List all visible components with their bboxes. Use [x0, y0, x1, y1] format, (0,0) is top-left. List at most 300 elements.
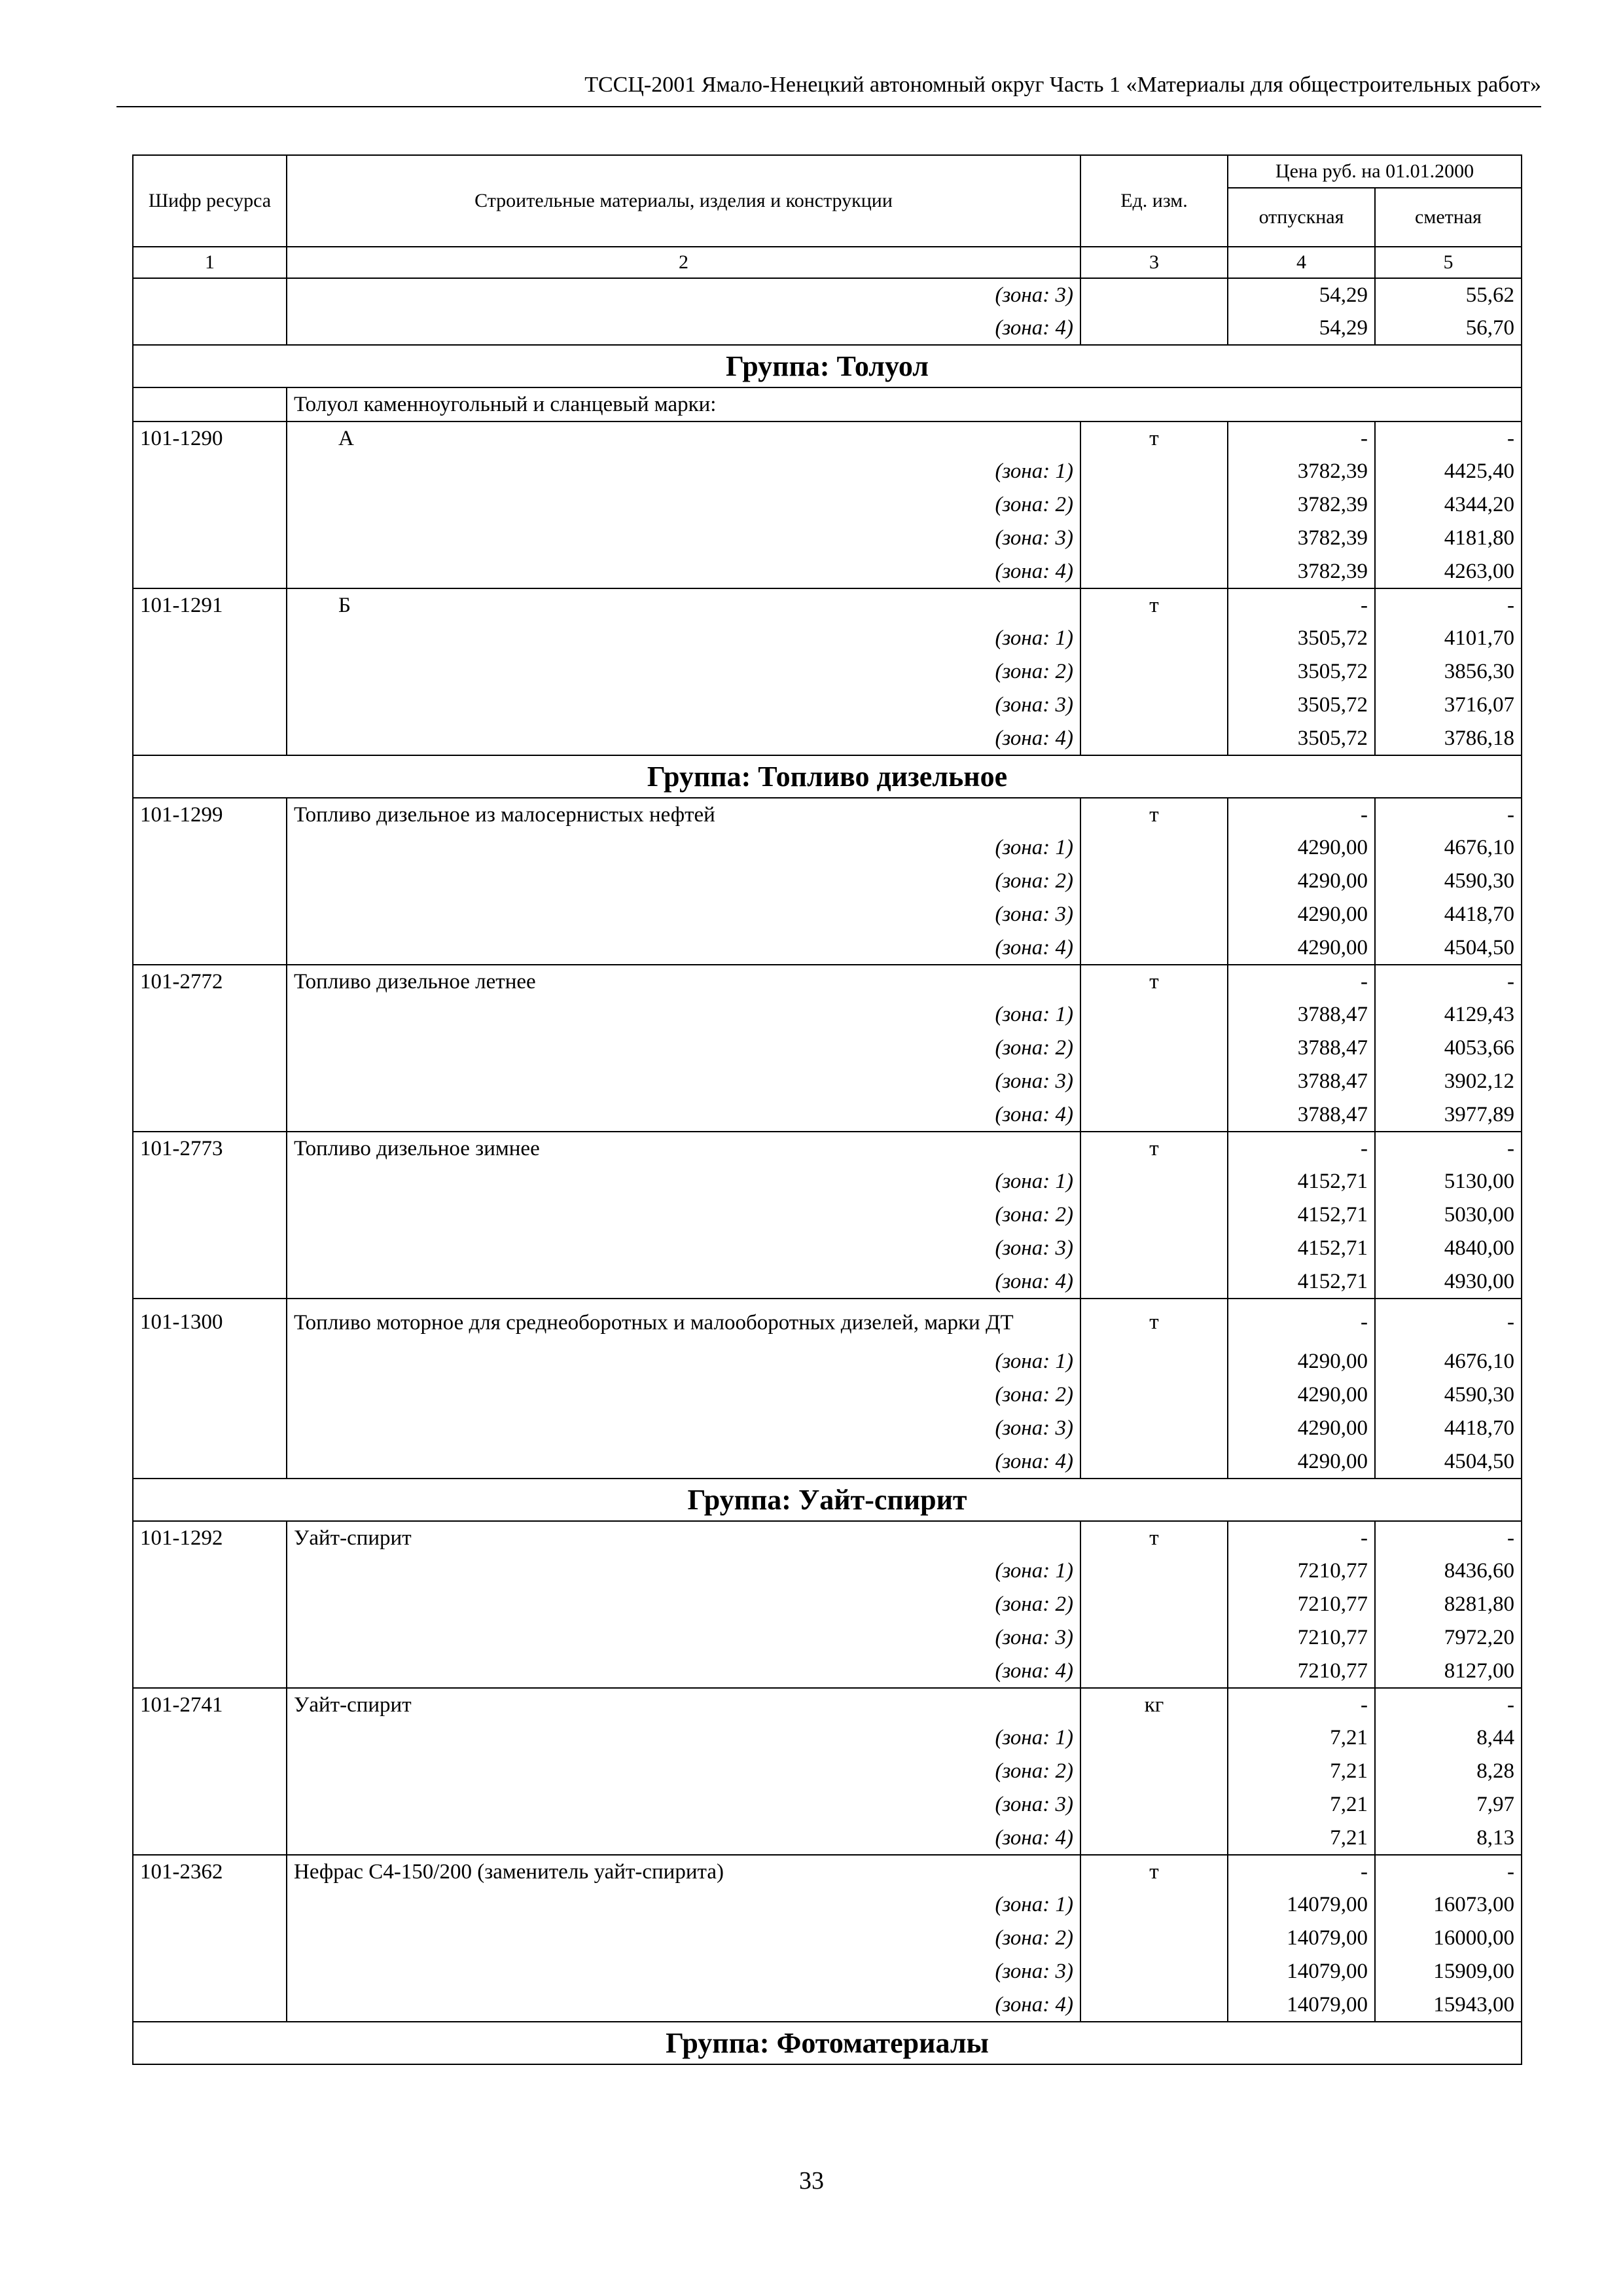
release-price: 54,29 [1228, 278, 1375, 312]
empty-cell [133, 1098, 287, 1132]
release-price: - [1228, 422, 1375, 455]
zone-row [133, 722, 1522, 755]
release-price: 7,21 [1228, 1821, 1375, 1855]
estimate-price: 4425,40 [1375, 455, 1522, 488]
zone-label: (зона: 2) [287, 865, 1080, 898]
release-price: 4290,00 [1228, 865, 1375, 898]
empty-cell [1080, 1165, 1228, 1198]
empty-cell [133, 1755, 287, 1788]
resource-code: 101-1300 [133, 1299, 287, 1345]
empty-cell [1080, 1755, 1228, 1788]
empty-cell [1080, 1888, 1228, 1922]
zone-row [133, 1098, 1522, 1132]
empty-cell [1080, 931, 1228, 965]
estimate-price: 7,97 [1375, 1788, 1522, 1821]
resource-name: А [287, 422, 1080, 455]
empty-cell [133, 1265, 287, 1299]
zone-row [133, 1955, 1522, 1988]
zone-label: (зона: 3) [287, 278, 1080, 312]
estimate-price: - [1375, 798, 1522, 831]
empty-cell [1080, 1065, 1228, 1098]
release-price: 7210,77 [1228, 1621, 1375, 1655]
unit: кг [1080, 1688, 1228, 1721]
estimate-price: 4129,43 [1375, 998, 1522, 1031]
resource-row [133, 1855, 1522, 1888]
group-note-row [133, 387, 1522, 422]
zone-row [133, 1412, 1522, 1445]
zone-label: (зона: 1) [287, 455, 1080, 488]
column-number: 2 [287, 247, 1080, 278]
estimate-price: 8281,80 [1375, 1588, 1522, 1621]
zone-row [133, 555, 1522, 588]
release-price: - [1228, 965, 1375, 998]
zone-label: (зона: 1) [287, 1888, 1080, 1922]
empty-cell [133, 1955, 287, 1988]
empty-cell [1080, 1721, 1228, 1755]
empty-cell [133, 1031, 287, 1065]
estimate-price: - [1375, 1521, 1522, 1554]
release-price: 3782,39 [1228, 488, 1375, 522]
zone-row [133, 1232, 1522, 1265]
zone-row [133, 898, 1522, 931]
empty-cell [133, 555, 287, 588]
release-price: 7,21 [1228, 1721, 1375, 1755]
release-price: - [1228, 1688, 1375, 1721]
release-price: 4152,71 [1228, 1232, 1375, 1265]
zone-row [133, 1031, 1522, 1065]
empty-cell [133, 387, 287, 422]
estimate-price: 3902,12 [1375, 1065, 1522, 1098]
group-row [133, 1479, 1522, 1521]
empty-cell [133, 1232, 287, 1265]
zone-row [133, 455, 1522, 488]
release-price: - [1228, 1521, 1375, 1554]
zone-row [133, 655, 1522, 689]
release-price: - [1228, 1855, 1375, 1888]
table-header [133, 155, 1522, 278]
empty-cell [133, 1445, 287, 1479]
empty-cell [1080, 488, 1228, 522]
zone-label: (зона: 4) [287, 1988, 1080, 2022]
resource-code: 101-2772 [133, 965, 287, 998]
empty-cell [1080, 865, 1228, 898]
release-price: 3782,39 [1228, 455, 1375, 488]
zone-row [133, 689, 1522, 722]
price-table [132, 154, 1522, 2065]
zone-label: (зона: 2) [287, 1378, 1080, 1412]
estimate-price: 5130,00 [1375, 1165, 1522, 1198]
zone-row [133, 1198, 1522, 1232]
estimate-price: - [1375, 422, 1522, 455]
zone-label: (зона: 3) [287, 522, 1080, 555]
group-row [133, 755, 1522, 798]
empty-cell [133, 522, 287, 555]
empty-cell [1080, 1588, 1228, 1621]
zone-row [133, 1378, 1522, 1412]
empty-cell [133, 931, 287, 965]
release-price: 4290,00 [1228, 1378, 1375, 1412]
resource-name: Топливо дизельное из малосернистых нефтей [287, 798, 1080, 831]
release-price: 3782,39 [1228, 522, 1375, 555]
release-price: 3788,47 [1228, 1098, 1375, 1132]
empty-cell [133, 898, 287, 931]
resource-row [133, 798, 1522, 831]
zone-row [133, 1821, 1522, 1855]
zone-row [133, 1922, 1522, 1955]
zone-label: (зона: 1) [287, 831, 1080, 865]
zone-label: (зона: 1) [287, 622, 1080, 655]
resource-code: 101-2362 [133, 1855, 287, 1888]
zone-row [133, 998, 1522, 1031]
empty-cell [1080, 1655, 1228, 1688]
estimate-price: 4418,70 [1375, 1412, 1522, 1445]
zone-label: (зона: 3) [287, 898, 1080, 931]
empty-cell [133, 1988, 287, 2022]
zone-label: (зона: 2) [287, 1755, 1080, 1788]
zone-label: (зона: 2) [287, 1922, 1080, 1955]
empty-cell [133, 455, 287, 488]
estimate-price: 4263,00 [1375, 555, 1522, 588]
estimate-price: 4590,30 [1375, 865, 1522, 898]
column-header-unit: Ед. изм. [1080, 155, 1228, 247]
zone-label: (зона: 4) [287, 555, 1080, 588]
resource-code: 101-1299 [133, 798, 287, 831]
unit: т [1080, 1521, 1228, 1554]
estimate-price: - [1375, 1132, 1522, 1165]
empty-cell [1080, 655, 1228, 689]
empty-cell [133, 1554, 287, 1588]
release-price: - [1228, 1299, 1375, 1345]
zone-label: (зона: 4) [287, 312, 1080, 345]
zone-label: (зона: 3) [287, 1955, 1080, 1988]
group-title: Группа: Уайт-спирит [133, 1479, 1522, 1521]
empty-cell [1080, 722, 1228, 755]
zone-row [133, 831, 1522, 865]
estimate-price: - [1375, 1855, 1522, 1888]
empty-cell [133, 1721, 287, 1755]
zone-row [133, 1621, 1522, 1655]
release-price: 4290,00 [1228, 831, 1375, 865]
zone-row [133, 1345, 1522, 1378]
empty-cell [133, 1588, 287, 1621]
estimate-price: - [1375, 1299, 1522, 1345]
zone-label: (зона: 1) [287, 998, 1080, 1031]
estimate-price: 3716,07 [1375, 689, 1522, 722]
release-price: - [1228, 588, 1375, 622]
zone-label: (зона: 2) [287, 488, 1080, 522]
column-number: 5 [1375, 247, 1522, 278]
zone-row [133, 1755, 1522, 1788]
resource-row [133, 1521, 1522, 1554]
zone-label: (зона: 4) [287, 1821, 1080, 1855]
zone-label: (зона: 1) [287, 1554, 1080, 1588]
release-price: 4152,71 [1228, 1265, 1375, 1299]
zone-row [133, 931, 1522, 965]
zone-label: (зона: 4) [287, 1445, 1080, 1479]
estimate-price: 4676,10 [1375, 831, 1522, 865]
empty-cell [133, 1621, 287, 1655]
release-price: 7,21 [1228, 1788, 1375, 1821]
zone-label: (зона: 3) [287, 1412, 1080, 1445]
zone-row [133, 522, 1522, 555]
release-price: 3788,47 [1228, 998, 1375, 1031]
estimate-price: 3977,89 [1375, 1098, 1522, 1132]
column-header-release-price: отпускная [1228, 188, 1375, 247]
zone-row [133, 1165, 1522, 1198]
zone-label: (зона: 3) [287, 689, 1080, 722]
release-price: 3505,72 [1228, 622, 1375, 655]
release-price: 4290,00 [1228, 898, 1375, 931]
empty-cell [133, 278, 287, 312]
release-price: 7,21 [1228, 1755, 1375, 1788]
resource-code: 101-1291 [133, 588, 287, 622]
empty-cell [1080, 1198, 1228, 1232]
empty-cell [133, 1065, 287, 1098]
empty-cell [1080, 1445, 1228, 1479]
zone-label: (зона: 1) [287, 1345, 1080, 1378]
estimate-price: 4504,50 [1375, 1445, 1522, 1479]
zone-row [133, 1588, 1522, 1621]
zone-label: (зона: 1) [287, 1721, 1080, 1755]
zone-label: (зона: 2) [287, 1031, 1080, 1065]
zone-row [133, 278, 1522, 312]
release-price: 3505,72 [1228, 689, 1375, 722]
empty-cell [133, 722, 287, 755]
zone-row [133, 1655, 1522, 1688]
empty-cell [1080, 278, 1228, 312]
unit: т [1080, 965, 1228, 998]
estimate-price: 3786,18 [1375, 722, 1522, 755]
release-price: 4290,00 [1228, 1345, 1375, 1378]
zone-label: (зона: 3) [287, 1621, 1080, 1655]
column-number: 1 [133, 247, 287, 278]
release-price: - [1228, 798, 1375, 831]
empty-cell [133, 1788, 287, 1821]
column-header-code: Шифр ресурса [133, 155, 287, 247]
release-price: 14079,00 [1228, 1922, 1375, 1955]
empty-cell [133, 312, 287, 345]
estimate-price: 16073,00 [1375, 1888, 1522, 1922]
estimate-price: 4504,50 [1375, 931, 1522, 965]
table-body [133, 278, 1522, 2064]
resource-name: Топливо моторное для среднеоборотных и малооборотных дизелей, марки ДТ [287, 1299, 1080, 1345]
estimate-price: 8436,60 [1375, 1554, 1522, 1588]
resource-row [133, 422, 1522, 455]
empty-cell [1080, 1232, 1228, 1265]
resource-row [133, 1299, 1522, 1345]
empty-cell [1080, 1988, 1228, 2022]
release-price: 7210,77 [1228, 1655, 1375, 1688]
resource-code: 101-2773 [133, 1132, 287, 1165]
column-header-name: Строительные материалы, изделия и конструкции [287, 155, 1080, 247]
estimate-price: - [1375, 1688, 1522, 1721]
release-price: 3782,39 [1228, 555, 1375, 588]
estimate-price: 15909,00 [1375, 1955, 1522, 1988]
group-title: Группа: Топливо дизельное [133, 755, 1522, 798]
empty-cell [133, 1345, 287, 1378]
zone-label: (зона: 4) [287, 722, 1080, 755]
estimate-price: 4676,10 [1375, 1345, 1522, 1378]
zone-label: (зона: 4) [287, 1098, 1080, 1132]
empty-cell [133, 1821, 287, 1855]
release-price: 7210,77 [1228, 1588, 1375, 1621]
empty-cell [1080, 1554, 1228, 1588]
empty-cell [1080, 622, 1228, 655]
empty-cell [1080, 1031, 1228, 1065]
release-price: 3505,72 [1228, 722, 1375, 755]
release-price: 4152,71 [1228, 1198, 1375, 1232]
empty-cell [1080, 831, 1228, 865]
estimate-price: 4418,70 [1375, 898, 1522, 931]
zone-row [133, 1721, 1522, 1755]
release-price: 7210,77 [1228, 1554, 1375, 1588]
empty-cell [133, 689, 287, 722]
zone-label: (зона: 4) [287, 1655, 1080, 1688]
zone-row [133, 1065, 1522, 1098]
empty-cell [1080, 1621, 1228, 1655]
zone-label: (зона: 4) [287, 1265, 1080, 1299]
unit: т [1080, 1855, 1228, 1888]
release-price: - [1228, 1132, 1375, 1165]
empty-cell [1080, 522, 1228, 555]
estimate-price: 7972,20 [1375, 1621, 1522, 1655]
empty-cell [1080, 1345, 1228, 1378]
empty-cell [1080, 1098, 1228, 1132]
empty-cell [133, 831, 287, 865]
estimate-price: 15943,00 [1375, 1988, 1522, 2022]
zone-label: (зона: 2) [287, 1588, 1080, 1621]
estimate-price: 16000,00 [1375, 1922, 1522, 1955]
group-title: Группа: Толуол [133, 345, 1522, 387]
zone-row [133, 1445, 1522, 1479]
zone-label: (зона: 3) [287, 1065, 1080, 1098]
unit: т [1080, 588, 1228, 622]
estimate-price: 8,13 [1375, 1821, 1522, 1855]
zone-label: (зона: 1) [287, 1165, 1080, 1198]
estimate-price: 4101,70 [1375, 622, 1522, 655]
estimate-price: 4053,66 [1375, 1031, 1522, 1065]
release-price: 54,29 [1228, 312, 1375, 345]
unit: т [1080, 1299, 1228, 1345]
empty-cell [1080, 1412, 1228, 1445]
empty-cell [133, 865, 287, 898]
empty-cell [133, 1165, 287, 1198]
estimate-price: 4840,00 [1375, 1232, 1522, 1265]
estimate-price: 4181,80 [1375, 522, 1522, 555]
column-number: 3 [1080, 247, 1228, 278]
page-number: 33 [799, 2167, 824, 2195]
estimate-price: 4344,20 [1375, 488, 1522, 522]
empty-cell [1080, 1265, 1228, 1299]
estimate-price: 55,62 [1375, 278, 1522, 312]
empty-cell [1080, 1955, 1228, 1988]
release-price: 4290,00 [1228, 931, 1375, 965]
zone-row [133, 1888, 1522, 1922]
zone-label: (зона: 3) [287, 1232, 1080, 1265]
estimate-price: - [1375, 588, 1522, 622]
empty-cell [133, 1412, 287, 1445]
empty-cell [133, 1922, 287, 1955]
column-number: 4 [1228, 247, 1375, 278]
resource-name: Топливо дизельное летнее [287, 965, 1080, 998]
zone-label: (зона: 2) [287, 655, 1080, 689]
empty-cell [1080, 689, 1228, 722]
zone-label: (зона: 3) [287, 1788, 1080, 1821]
empty-cell [1080, 1788, 1228, 1821]
release-price: 4152,71 [1228, 1165, 1375, 1198]
unit: т [1080, 798, 1228, 831]
resource-code: 101-1290 [133, 422, 287, 455]
resource-code: 101-1292 [133, 1521, 287, 1554]
empty-cell [133, 1198, 287, 1232]
group-note: Толуол каменноугольный и сланцевый марки: [287, 387, 1522, 422]
resource-name: Уайт-спирит [287, 1521, 1080, 1554]
estimate-price: - [1375, 965, 1522, 998]
release-price: 14079,00 [1228, 1888, 1375, 1922]
empty-cell [133, 488, 287, 522]
estimate-price: 56,70 [1375, 312, 1522, 345]
release-price: 4290,00 [1228, 1412, 1375, 1445]
running-header: ТССЦ-2001 Ямало-Ненецкий автономный округ Часть 1 «Материалы для общестроительных работ» [116, 65, 1541, 107]
group-row [133, 2022, 1522, 2064]
zone-label: (зона: 4) [287, 931, 1080, 965]
empty-cell [133, 622, 287, 655]
empty-cell [1080, 555, 1228, 588]
estimate-price: 4930,00 [1375, 1265, 1522, 1299]
unit: т [1080, 422, 1228, 455]
resource-row [133, 1132, 1522, 1165]
release-price: 4290,00 [1228, 1445, 1375, 1479]
zone-row [133, 1788, 1522, 1821]
zone-row [133, 865, 1522, 898]
resource-name: Топливо дизельное зимнее [287, 1132, 1080, 1165]
estimate-price: 4590,30 [1375, 1378, 1522, 1412]
empty-cell [1080, 1821, 1228, 1855]
estimate-price: 8,44 [1375, 1721, 1522, 1755]
unit: т [1080, 1132, 1228, 1165]
zone-row [133, 488, 1522, 522]
empty-cell [1080, 312, 1228, 345]
resource-name: Б [287, 588, 1080, 622]
column-header-price-group: Цена руб. на 01.01.2000 [1228, 155, 1522, 188]
empty-cell [133, 655, 287, 689]
release-price: 3788,47 [1228, 1031, 1375, 1065]
resource-row [133, 1688, 1522, 1721]
release-price: 3788,47 [1228, 1065, 1375, 1098]
zone-row [133, 1988, 1522, 2022]
resource-row [133, 965, 1522, 998]
group-title: Группа: Фотоматериалы [133, 2022, 1522, 2064]
zone-row [133, 622, 1522, 655]
estimate-price: 3856,30 [1375, 655, 1522, 689]
resource-name: Уайт-спирит [287, 1688, 1080, 1721]
empty-cell [133, 1378, 287, 1412]
zone-row [133, 312, 1522, 345]
estimate-price: 5030,00 [1375, 1198, 1522, 1232]
empty-cell [133, 1888, 287, 1922]
empty-cell [1080, 898, 1228, 931]
empty-cell [1080, 998, 1228, 1031]
estimate-price: 8,28 [1375, 1755, 1522, 1788]
column-header-estimate-price: сметная [1375, 188, 1522, 247]
empty-cell [133, 1655, 287, 1688]
estimate-price: 8127,00 [1375, 1655, 1522, 1688]
resource-row [133, 588, 1522, 622]
empty-cell [133, 998, 287, 1031]
zone-row [133, 1554, 1522, 1588]
resource-name: Нефрас С4-150/200 (заменитель уайт-спирита) [287, 1855, 1080, 1888]
release-price: 14079,00 [1228, 1988, 1375, 2022]
